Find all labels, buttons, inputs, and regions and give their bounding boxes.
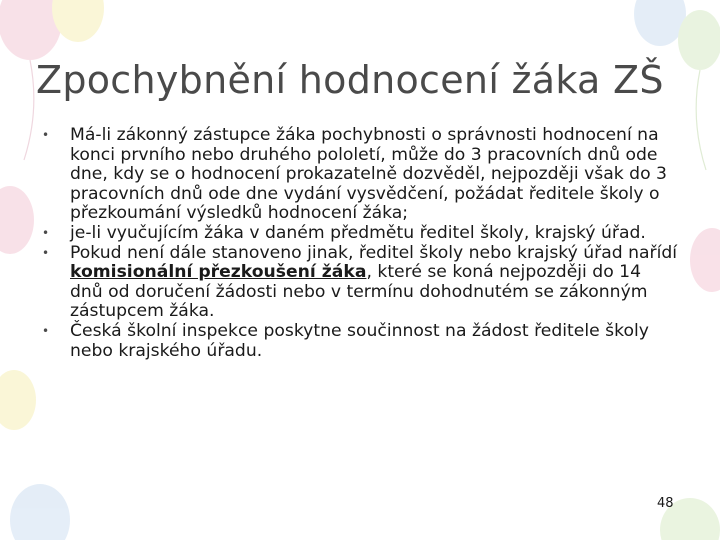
balloon-pink-right-mid	[690, 228, 720, 292]
bullet-text: je-li vyučujícím žáka v daném předmětu ředitel školy, krajský úřad.	[70, 222, 646, 243]
balloon-string-right	[696, 70, 706, 170]
balloon-green-top-right	[678, 10, 720, 70]
bullet-text-after: , které se koná nejpozději do 14 dnů od doručení žádosti nebo v termínu dohodnutém se zákonným zástupcem žáka.	[70, 262, 648, 322]
bullet-text-emphasis: komisionální přezkoušení žáka	[70, 262, 367, 283]
bullet-list	[38, 126, 678, 361]
bullet-text: Má-li zákonný zástupce žáka pochybnosti o správnosti hodnocení na konci prvního nebo druhého pololetí, může do 3 pracovních dnů ode dne, kdy se o hodnocení prokazatelně dozvěděl, nejpozději však do 3 pracovních dnů ode dne vydání vysvědčení, požádat ředitele školy o přezkoumání výsledků hodnocení žáka;	[70, 125, 667, 224]
bullet-item-2	[38, 224, 678, 244]
balloon-blue-bottom-left	[10, 484, 70, 540]
bullet-marker: •	[42, 128, 50, 142]
bullet-text: Česká školní inspekce poskytne součinnost na žádost ředitele školy nebo krajského úřadu.	[70, 320, 649, 361]
balloon-yellow-left-low	[0, 370, 36, 430]
bullet-marker: •	[42, 245, 50, 260]
balloon-yellow-top-left	[52, 0, 104, 42]
bullet-text-before: Pokud není dále stanoveno jinak, ředitel školy nebo krajský úřad nařídí	[70, 242, 678, 263]
bullet-marker: •	[42, 323, 50, 338]
bullet-item-4	[38, 322, 678, 361]
page-number: 48	[657, 496, 674, 511]
bullet-item-1	[38, 126, 678, 224]
bullet-item-3	[38, 244, 678, 322]
balloon-pink-left-mid	[0, 186, 34, 254]
slide-title: Zpochybnění hodnocení žáka ZŠ	[36, 58, 664, 102]
balloon-string-left	[24, 60, 34, 160]
bullet-marker: •	[42, 225, 50, 240]
